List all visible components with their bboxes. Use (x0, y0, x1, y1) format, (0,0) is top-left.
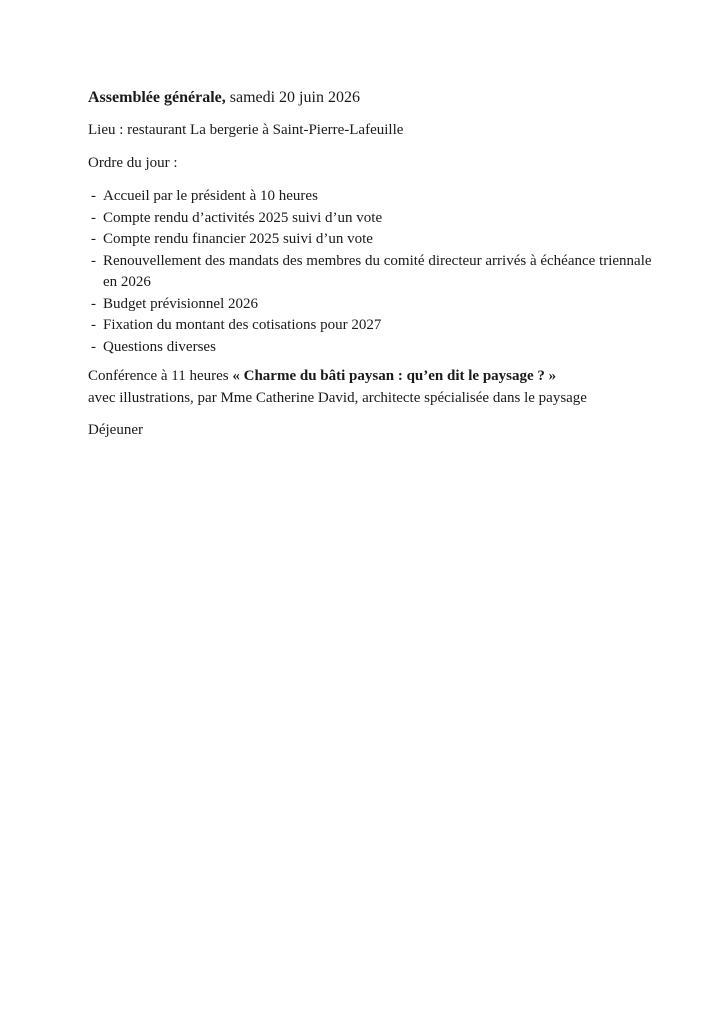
dash-bullet: - (91, 231, 96, 247)
location-line: Lieu : restaurant La bergerie à Saint-Pierre-Lafeuille (88, 122, 404, 138)
document-title (88, 89, 658, 106)
conference-prefix-text: Conférence à 11 heures (88, 368, 233, 384)
agenda-item (88, 186, 658, 208)
agenda-item (88, 208, 658, 230)
conference-paragraph (88, 366, 658, 409)
agenda-item-text: Compte rendu financier 2025 suivi d’un vote (103, 231, 373, 247)
closing-line: Déjeuner (88, 422, 143, 438)
dash-bullet: - (91, 188, 96, 204)
agenda-heading: Ordre du jour : (88, 155, 178, 171)
dash-bullet: - (91, 317, 96, 333)
agenda-item-text: Questions diverses (103, 338, 216, 355)
agenda-item-text: Budget prévisionnel 2026 (103, 295, 258, 312)
agenda-item (88, 294, 658, 316)
dash-bullet: - (91, 338, 96, 355)
agenda-item (88, 229, 658, 251)
conference-details-text: avec illustrations, par Mme Catherine David, architecte spécialisée dans le paysage (88, 389, 587, 406)
title-bold-text: Assemblée générale, (88, 89, 226, 106)
agenda-item-text: Fixation du montant des cotisations pour 2027 (103, 317, 382, 333)
dash-bullet: - (91, 209, 96, 226)
conference-title-text: « Charme du bâti paysan : qu’en dit le paysage ? » (232, 368, 557, 384)
agenda-item (88, 337, 658, 359)
agenda-item (88, 251, 658, 294)
dash-bullet: - (91, 295, 96, 312)
agenda-item-text: Accueil par le président à 10 heures (103, 188, 318, 204)
agenda-item (88, 315, 658, 337)
agenda-item-text: Compte rendu d’activités 2025 suivi d’un vote (103, 209, 383, 226)
agenda-item-text: Renouvellement des mandats des membres du comité directeur arrivés à échéance triennale en 2026 (103, 252, 652, 290)
title-date-text: samedi 20 juin 2026 (225, 89, 360, 106)
dash-bullet: - (91, 252, 96, 269)
agenda-list (88, 186, 658, 358)
